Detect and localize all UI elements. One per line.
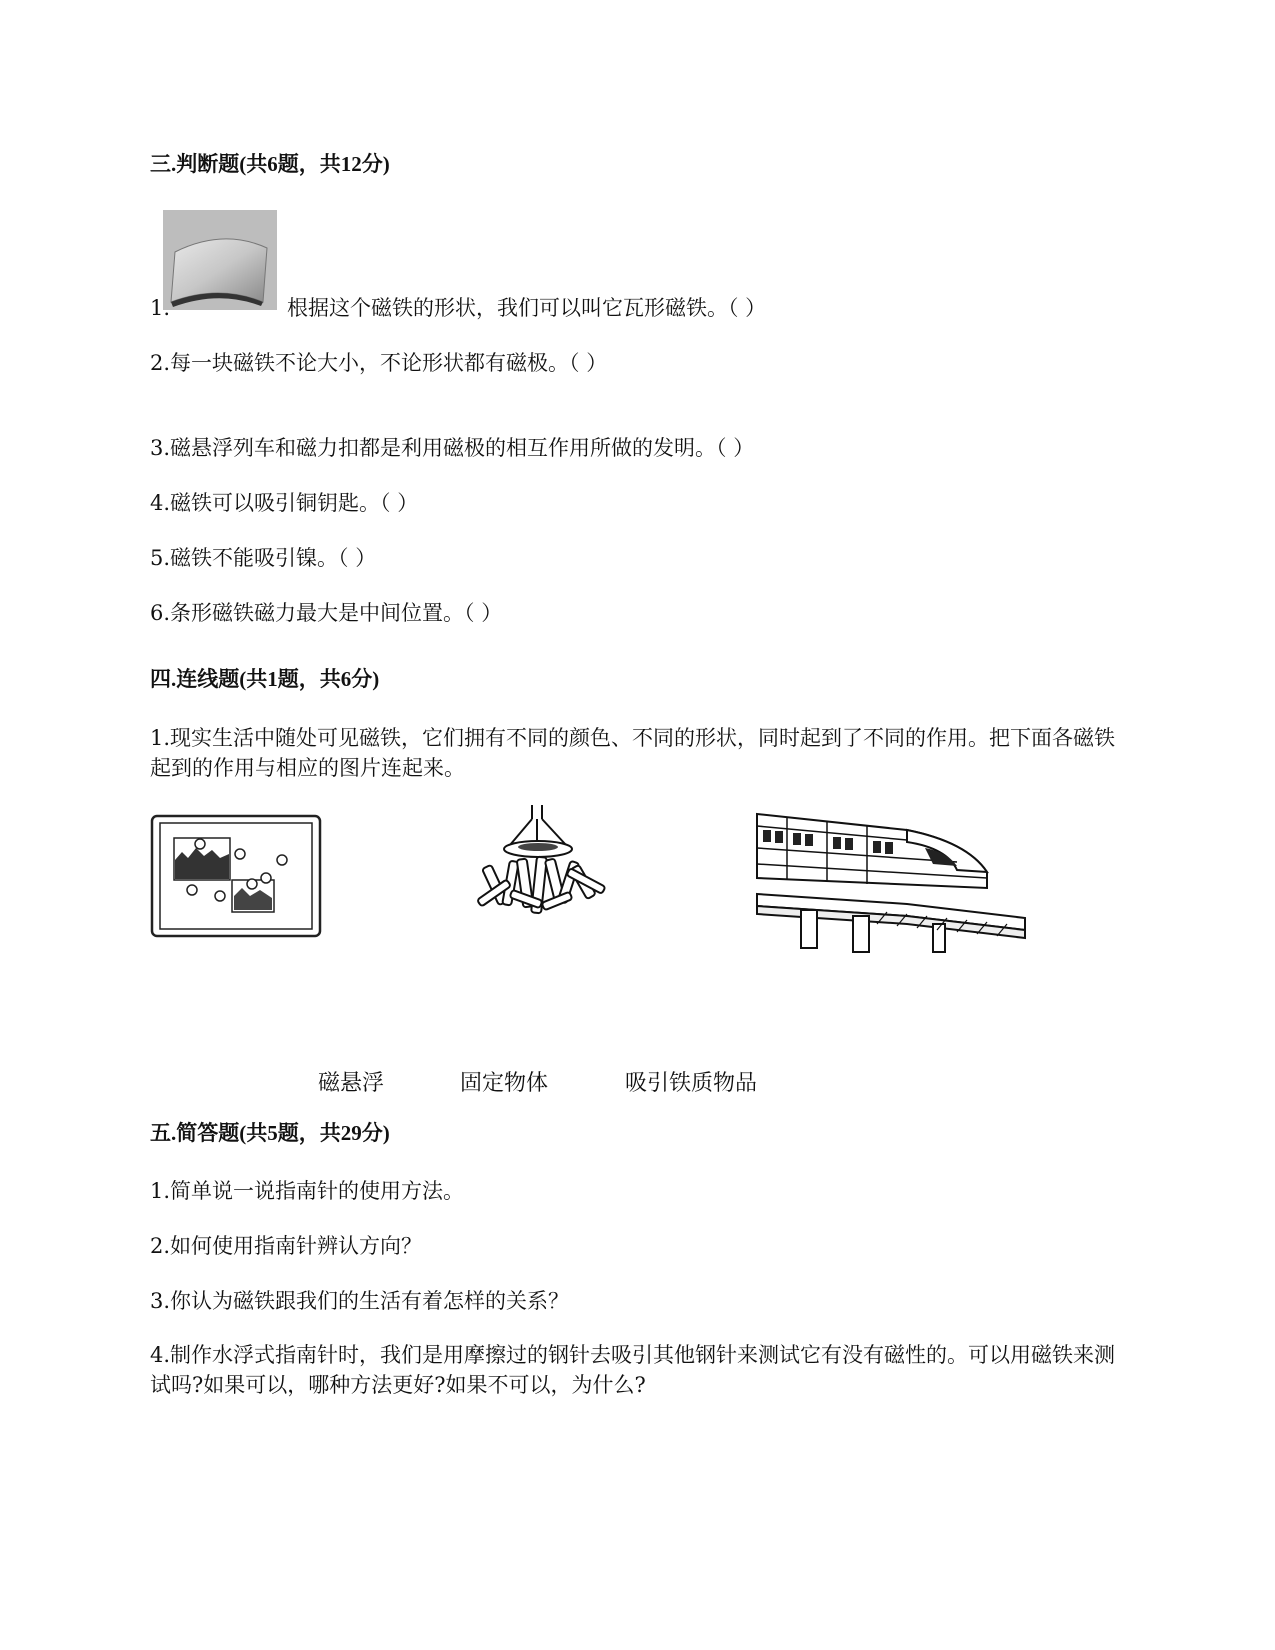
section-3-q1-number: 1. — [150, 296, 171, 320]
section-3-q5: 5.磁铁不能吸引镍。（ ） — [150, 546, 377, 570]
electromagnet-crane-image — [470, 805, 620, 937]
option-attract-iron: 吸引铁质物品 — [625, 1071, 758, 1096]
section-3-q2: 2.每一块磁铁不论大小，不论形状都有磁极。（ ） — [150, 351, 608, 375]
maglev-train-image — [757, 808, 1027, 954]
section-3-q6: 6.条形磁铁磁力最大是中间位置。（ ） — [150, 601, 503, 625]
section-5-q2: 2.如何使用指南针辨认方向？ — [150, 1234, 423, 1258]
section-5-q3: 3.你认为磁铁跟我们的生活有着怎样的关系？ — [150, 1289, 570, 1313]
option-maglev: 磁悬浮 — [318, 1071, 385, 1096]
section-5-heading: 五.简答题(共5题，共29分) — [150, 1121, 390, 1145]
section-4-q1: 1.现实生活中随处可见磁铁，它们拥有不同的颜色、不同的形状，同时起到了不同的作用。把下面各磁铁起到的作用与相应的图片连起来。 — [150, 726, 1116, 780]
section-3-heading: 三.判断题(共6题，共12分) — [150, 152, 390, 176]
section-3-q4: 4.磁铁可以吸引铜钥匙。（ ） — [150, 491, 419, 515]
section-5-q4: 4.制作水浮式指南针时，我们是用摩擦过的钢针去吸引其他钢针来测试它有没有磁性的。可以用磁铁来测试吗?如果可以，哪种方法更好?如果不可以，为什么? — [150, 1343, 1116, 1397]
arc-magnet-photo — [163, 210, 277, 310]
option-fix-objects: 固定物体 — [460, 1071, 549, 1096]
section-3-q3: 3.磁悬浮列车和磁力扣都是利用磁极的相互作用所做的发明。（ ） — [150, 436, 755, 460]
section-3-q1-text: 根据这个磁铁的形状，我们可以叫它瓦形磁铁。（ ） — [287, 296, 767, 320]
section-5-q1: 1.简单说一说指南针的使用方法。 — [150, 1179, 465, 1203]
magnetic-whiteboard-image — [148, 812, 324, 940]
section-4-heading: 四.连线题(共1题，共6分) — [150, 667, 380, 691]
